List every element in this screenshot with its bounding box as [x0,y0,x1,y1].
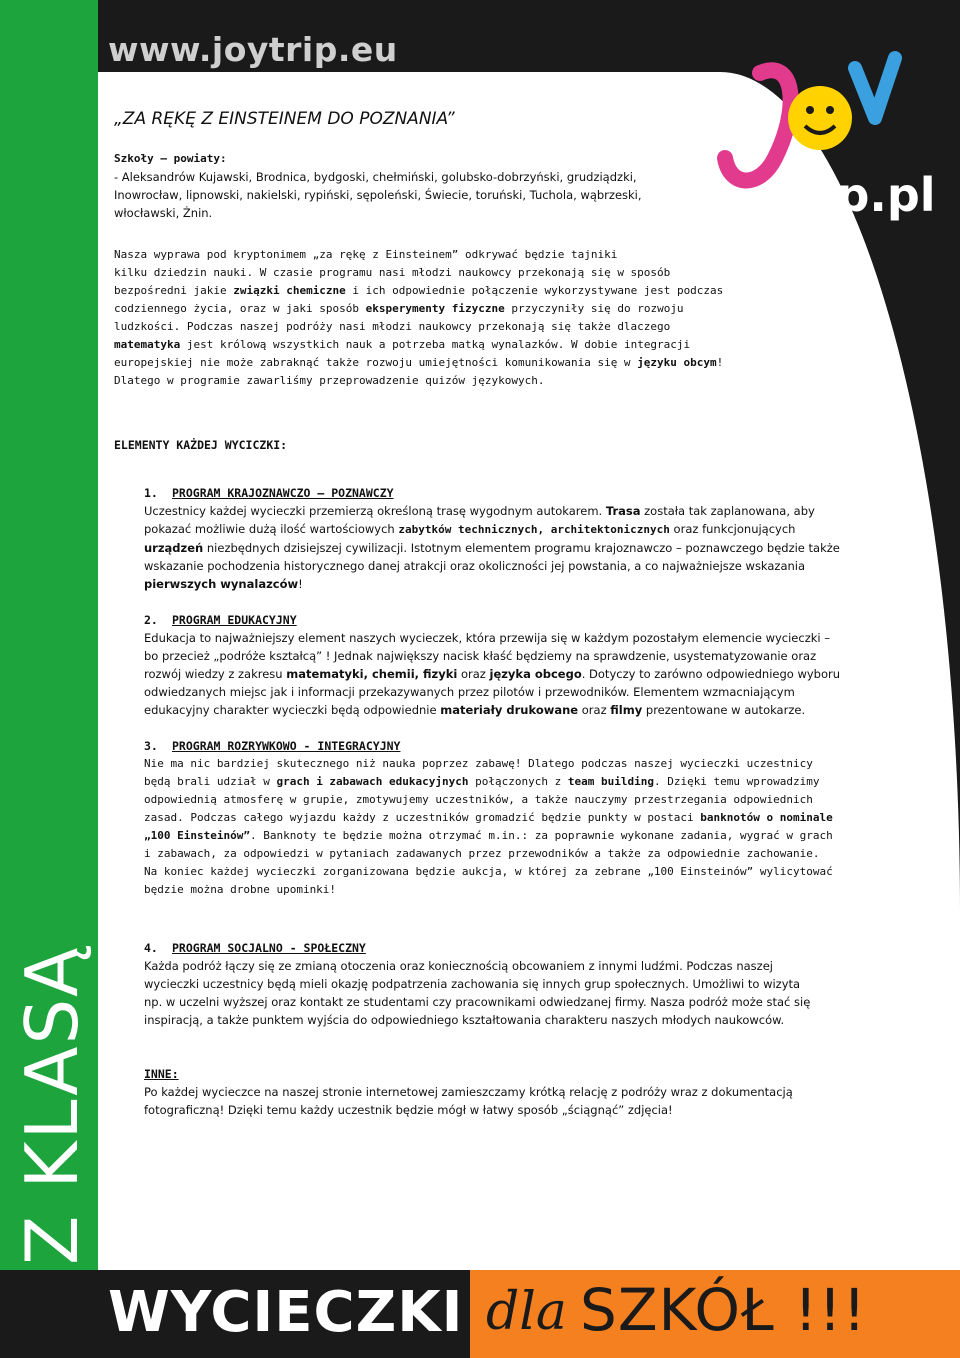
section-text: Edukacja to najważniejszy element naszych wycieczek, która przewija się w każdym pozostałym elemencie wycieczki – bo przecież „podróże kształcą” ! Jednak największy nacisk kłaść będziemy na sprawdzenie, usystematyzowanie oraz rozwój wiedzy z zakresu matematyki, chemii, fizyki oraz języka obcego. Dotyczy to zarówno odpowiedniego wyboru odwiedzanych miejsc jak i informacji przekazywanych przez pilotów i przewodników. Elementem wzmacniającym edukacyjny charakter wycieczki będą odpowiednie materiały drukowane oraz filmy prezentowane w autokarze. [144,631,841,717]
footer-wycieczki: WYCIECZKI [108,1280,464,1345]
footer-dla: dla [486,1282,567,1342]
section-1 [144,484,844,593]
other-text: Po każdej wycieczce na naszej stronie internetowej zamieszczamy krótką relację z podróży wraz z dokumentacją fotograficzną! Dzięki temu każdy uczestnik będzie mógł w łatwy sposób „ściągnąć” zdjęcia! [144,1085,793,1117]
side-slogan: Z KLASĄ [10,945,94,1265]
section-title: 3. PROGRAM ROZRYWKOWO - INTEGRACYJNY [144,739,401,753]
section-text: Uczestnicy każdej wycieczki przemierzą określoną trasę wygodnym autokarem. Trasa została tak zaplanowana, aby pokazać możliwie dużą ilość wartościowych zabytków technicznych, architektonicznych oraz funkcjonujących urządzeń niezbędnych dzisiejszej cywilizacji. Istotnym elementem programu krajoznawczo – poznawczego będzie także wskazanie pochodzenia historycznego danej atrakcji oraz okoliczności jej powstania, a co najważniejsze wskazania pierwszych wynalazców! [144,504,840,591]
intro-line1: Nasza wyprawa pod kryptonimem „za rękę z Einsteinem” odkrywać będzie tajniki [114,248,618,261]
page-title: „ZA RĘKĘ Z EINSTEINEM DO POZNANIA” [114,109,455,129]
section-title: 2. PROGRAM EDUKACYJNY [144,613,297,627]
section-4 [144,939,844,1029]
section-title: 4. PROGRAM SOCJALNO - SPOŁECZNY [144,941,366,955]
footer-szkol: SZKÓŁ !!! [580,1276,867,1344]
section-title: 1. PROGRAM KRAJOZNAWCZO – POZNAWCZY [144,486,394,500]
section-text: Nie ma nic bardziej skutecznego niż nauka poprzez zabawę! Dlatego podczas naszej wycieczki uczestnicy będą brali udział w grach i zabawach edukacyjnych połączonych z team building. Dzięki temu wprowadzimy odpowiednią atmosferę w grupie, zmotywujemy uczestników, a także nauczymy przestrzegania odpowiednich zasad. Podczas całego wyjazdu każdy z uczestników gromadzić będzie punkty w postaci banknotów o nominale „100 Einsteinów”. Banknoty te będzie można otrzymać m.in.: za poprawnie wykonane zadania, wygrać w grach i zabawach, za odpowiedzi w pytaniach zadawanych przez przewodników a także za odpowiednie zachowanie. Na koniec każdej wycieczki zorganizowana będzie aukcja, w której za zebrane „100 Einsteinów” wylicytować będzie można drobne upominki! [144,757,833,896]
section-other [144,1065,844,1119]
schools-label: Szkoły – powiaty: [114,152,227,165]
site-url[interactable]: www.joytrip.eu [108,30,398,69]
logo-text: trip.pl [776,168,936,222]
document-body [114,110,844,1119]
section-3 [144,737,844,899]
other-title: INNE: [144,1067,179,1081]
section-2 [144,611,844,719]
schools-list: - Aleksandrów Kujawski, Brodnica, bydgoski, chełmiński, golubsko-dobrzyński, grudziądzki, Inowrocław, lipnowski, nakielski, rypiński, sępoleński, Świecie, toruński, Tuchola, wąbrzeski, włocławski, Żnin. [114,170,642,220]
elements-heading: ELEMENTY KAŻDEJ WYCICZKI: [114,438,288,452]
intro-line3: Dlatego w programie zawarliśmy przeprowadzenie quizów językowych. [114,374,545,387]
section-text: Każda podróż łączy się ze zmianą otoczenia oraz koniecznością obcowaniem z innymi ludźmi. Podczas naszej wycieczki uczestnicy będą mieli okazję podpatrzenia zachowania się innych grup społecznych. Umożliwi to wizyta np. w uczelni wyższej oraz kontakt ze studentami czy pracownikami odwiedzanej firmy. Nasza podróż może stać się inspiracją, a także punktem wyjścia do odpowiedniego kształtowania charakteru naszych młodych naukowców. [144,959,811,1027]
intro-paragraph: kilku dziedzin nauki. W czasie programu nasi młodzi naukowcy przekonają się w sposób bezpośredni jakie związki chemiczne i ich odpowiednie połączenie wykorzystywane jest podczas codziennego życia, oraz w jaki sposób eksperymenty fizyczne przyczyniły się do rozwoju ludzkości. Podczas naszej podróży nasi młodzi naukowcy przekonają się także dlaczego matematyka jest królową wszystkich nauk a potrzeba matką wynalazków. W dobie integracji europejskiej nie może zabraknąć także rozwoju umiejętności komunikowania się w języku obcym! [114,266,724,369]
